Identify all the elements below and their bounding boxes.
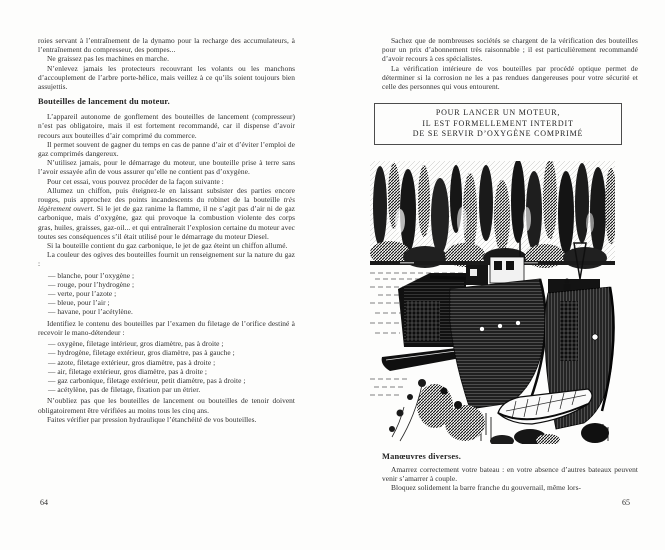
paragraph-graissez: Ne graissez pas les machines en marche. [47, 54, 169, 64]
list-item: — verte, pour l’azote ; [48, 289, 117, 299]
list-item: — havane, pour l’acétylène. [48, 307, 133, 317]
text-run-post: . Si le jet de gaz ranime la flamme, il ne s’agit pas d’air ni de gaz carbonique, mais d’oxygène, gaz qui provoque la combustion violente des corps gras, huiles, graisses, gaz-oil... et qui entraînerait l’explosion certaine du moteur avec toutes ses conséquences s’il était utilisé pour le démarrage du moteur Diesel. [38, 204, 295, 241]
paragraph-continuation: roies servant à l’entraînement de la dynamo pour la recharge des accumulateurs, à l’entraînement du compresseur, des pompes... [38, 36, 295, 55]
list-item: — hydrogène, filetage extérieur, gros diamètre, pas à gauche ; [48, 348, 235, 358]
list-item: — air, filetage extérieur, gros diamètre, pas à droite ; [48, 366, 207, 376]
paragraph-appareil: L’appareil autonome de gonflement des bouteilles de lancement (compresseur) n’est pas obligatoire, mais il est fortement recommandé, car il dispense d’avoir recours aux bouteilles d’air comprimé du commerce. [38, 112, 295, 140]
list-item: — oxygène, filetage intérieur, gros diamètre, pas à droite ; [48, 339, 224, 349]
section-heading-manoeuvres: Manœuvres diverses. [382, 452, 462, 461]
left-page-column [38, 36, 295, 424]
list-item: — azote, filetage extérieur, gros diamètre, pas à droite ; [48, 357, 216, 367]
boats-illustration [370, 161, 615, 444]
paragraph-couleur: La couleur des ogives des bouteilles fournit un renseignement sur la nature du gaz : [38, 250, 295, 269]
paragraph-permet: Il permet souvent de gagner du temps en cas de panne d’air et d’éviter l’emploi de gaz comprimés dangereux. [38, 139, 295, 159]
warning-line: IL EST FORMELLEMENT INTERDIT [422, 118, 574, 128]
warning-line: DE SE SERVIR D’OXYGÈNE COMPRIMÉ [412, 129, 584, 138]
paragraph-identifiez: Identifiez le contenu des bouteilles par l’examen du filetage de l’orifice destiné à recevoir le mano-détendeur : [38, 318, 295, 337]
list-item: — acétylène, pas de filetage, fixation par un étrier. [48, 385, 201, 395]
page-number-right: 65 [622, 498, 630, 507]
paragraph-carbonique: Si la bouteille contient du gaz carbonique, le jet de gaz éteint un chiffon allumé. [47, 241, 288, 251]
paragraph-sachez: Sachez que de nombreuses sociétés se chargent de la vérification des bouteilles pour un prix d’abonnement très raisonnable ; il est particulièrement recommandé d’avoir recours à ces spécialistes. [382, 36, 638, 64]
list-item: — gaz carbonique, filetage extérieur, petit diamètre, pas à droite ; [48, 375, 246, 385]
ogive-color-list [38, 271, 295, 317]
warning-box [374, 103, 622, 145]
warning-line: POUR LANCER UN MOTEUR, [435, 108, 561, 117]
right-page-bottom-column [382, 452, 638, 493]
text-run-italic: très légèrement ouvert [38, 195, 295, 214]
list-item: — blanche, pour l’oxygène ; [48, 270, 135, 280]
poplar-trees [370, 161, 615, 269]
paragraph-protecteurs: N’enlevez jamais les protecteurs recouvrant les volants ou les manchons d’accouplement de l’arbre porte-hélice, mais veillez à ce qu’ils soient toujours bien assujettis. [38, 63, 295, 92]
filetage-list [38, 339, 295, 394]
paragraph-amarrez: Amarrez correctement votre bateau : en votre absence d’autres bateaux peuvent venir s’amarrer à couple. [382, 465, 638, 484]
text-run-pre: Allumez un chiffon, puis éteignez-le en laissant subsister des parties encore rouges, puis approchez des points incandescents du robinet de la bouteille [38, 185, 295, 205]
paragraph-essai: Pour cet essai, vous pouvez procéder de la façon suivante : [47, 176, 224, 186]
paragraph-noubliez: N’oubliez pas que les bouteilles de lancement ou bouteilles de tenoir doivent obligatoirement être vérifiées au moins tous les cinq ans. [38, 396, 295, 415]
page-number-left: 64 [40, 498, 48, 507]
paragraph-faites: Faites vérifier par pression hydraulique l’étanchéité de vos bouteilles. [47, 414, 257, 424]
paragraph-nutilisez: N’utilisez jamais, pour le démarrage du moteur, une bouteille prise à terre sans l’avoir essayée afin de vous assurer qu’elle ne contient pas d’oxygène. [38, 158, 295, 177]
right-page-top-column [382, 36, 638, 91]
paragraph-verification: La vérification intérieure de vos bouteilles par procédé optique permet de déterminer si la corrosion ne les a pas rendues dangereuses pour votre sécurité et celle des personnes qui vous entourent. [382, 63, 638, 92]
paragraph-chiffon [38, 186, 295, 241]
paragraph-bloquez: Bloquez solidement la barre franche du gouvernail, même lors- [391, 483, 582, 493]
section-heading-bouteilles: Bouteilles de lancement du moteur. [38, 97, 170, 107]
list-item: — rouge, pour l’hydrogène ; [48, 279, 135, 289]
list-item: — bleue, pour l’air ; [48, 298, 110, 308]
